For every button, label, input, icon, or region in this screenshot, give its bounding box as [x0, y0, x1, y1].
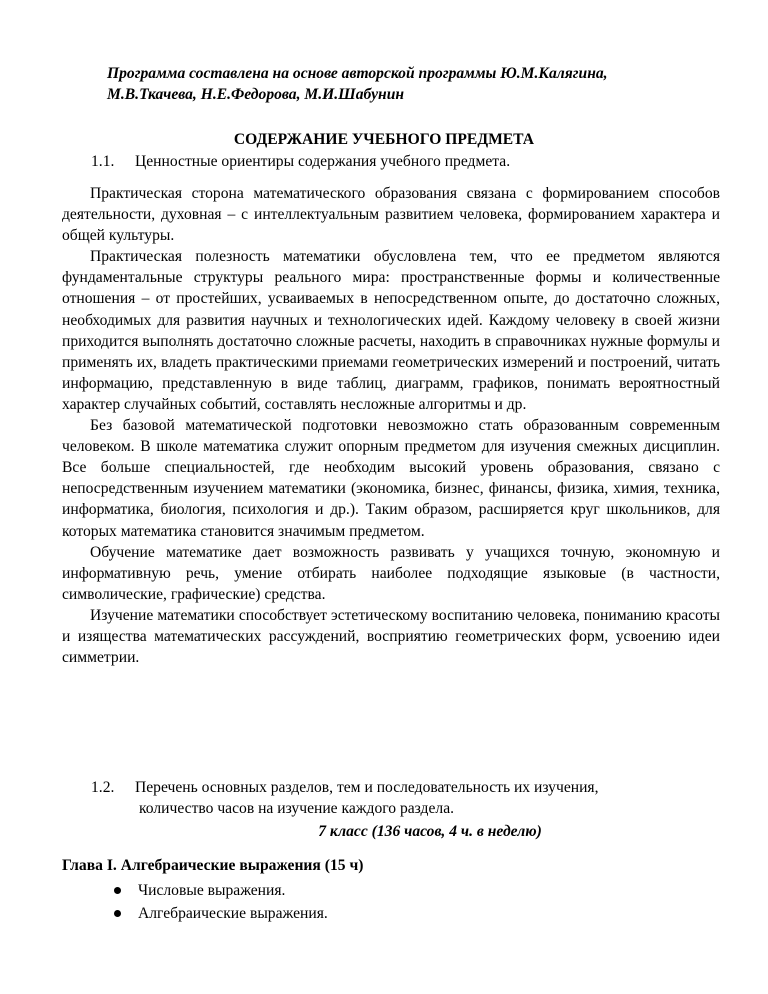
body-paragraph: Обучение математике дает возможность развивать у учащихся точную, экономную и информативную речь, умение отбирать наиболее подходящие языковые (в частности, символические, графические) средства. [62, 543, 720, 603]
program-source-note [107, 64, 707, 105]
bullet-icon [114, 910, 121, 917]
section-number: 1.1. [91, 153, 115, 170]
section-title: Ценностные ориентиры содержания учебного предмета. [135, 153, 511, 170]
list-item-text: Алгебраические выражения. [138, 905, 328, 922]
section-number: 1.2. [91, 779, 115, 796]
program-source-line-2: М.В.Ткачева, Н.Е.Федорова, М.И.Шабунин [107, 85, 405, 103]
list-item [112, 902, 328, 925]
topic-list [112, 879, 328, 925]
program-source-line-1: Программа составлена на основе авторской программы Ю.М.Калягина, [107, 65, 608, 82]
list-item [112, 879, 328, 902]
chapter-heading: Глава I. Алгебраические выражения (15 ч) [62, 857, 364, 874]
document-body [62, 183, 720, 668]
section-title-line-1: Перечень основных разделов, тем и последовательность их изучения, [135, 779, 599, 796]
body-paragraph: Изучение математики способствует эстетическому воспитанию человека, пониманию красоты и изящества математических рассуждений, восприятию геометрических форм, усвоению идеи симметрии. [62, 606, 720, 667]
list-item-text: Числовые выражения. [138, 882, 286, 899]
body-paragraph: Без базовой математической подготовки невозможно стать образованным современным человеком. В школе математика служит опорным предметом для изучения смежных дисциплин. Все больше специальностей, где необходим высокий уровень образования, связано с непосредственным изучением математики (экономика, бизнес, финансы, физика, химия, техника, информатика, биология, психология и др.). Таким образом, расширяется круг школьников, для которых математика становится значимым предметом. [62, 417, 720, 540]
document-heading: СОДЕРЖАНИЕ УЧЕБНОГО ПРЕДМЕТА [233, 131, 535, 148]
section-1-1-title [91, 152, 510, 173]
body-paragraph: Практическая сторона математического образования связана с формированием способов деятельности, духовная – с интеллектуальным развитием человека, формированием характера и общей культуры. [62, 185, 720, 245]
section-1-2-title [91, 778, 711, 819]
body-paragraph: Практическая полезность математики обусловлена тем, что ее предметом являются фундаментальные структуры реального мира: пространственные формы и количественные отношения – от простейших, усваиваемых в непосредственном опыте, до достаточно сложных, необходимых для развития научных и технологических идей. Каждому человеку в своей жизни приходится выполнять достаточно сложные расчеты, находить в справочниках нужные формулы и применять их, владеть практическими приемами геометрических измерений и построений, читать информацию, представленную в виде таблиц, диаграмм, графиков, понимать вероятностный характер случайных событий, составлять несложные алгоритмы и др. [62, 248, 720, 413]
section-title-line-2: количество часов на изучение каждого раздела. [139, 799, 455, 817]
bullet-icon [114, 887, 121, 894]
grade-subheading: 7 класс (136 часов, 4 ч. в неделю) [318, 823, 542, 840]
